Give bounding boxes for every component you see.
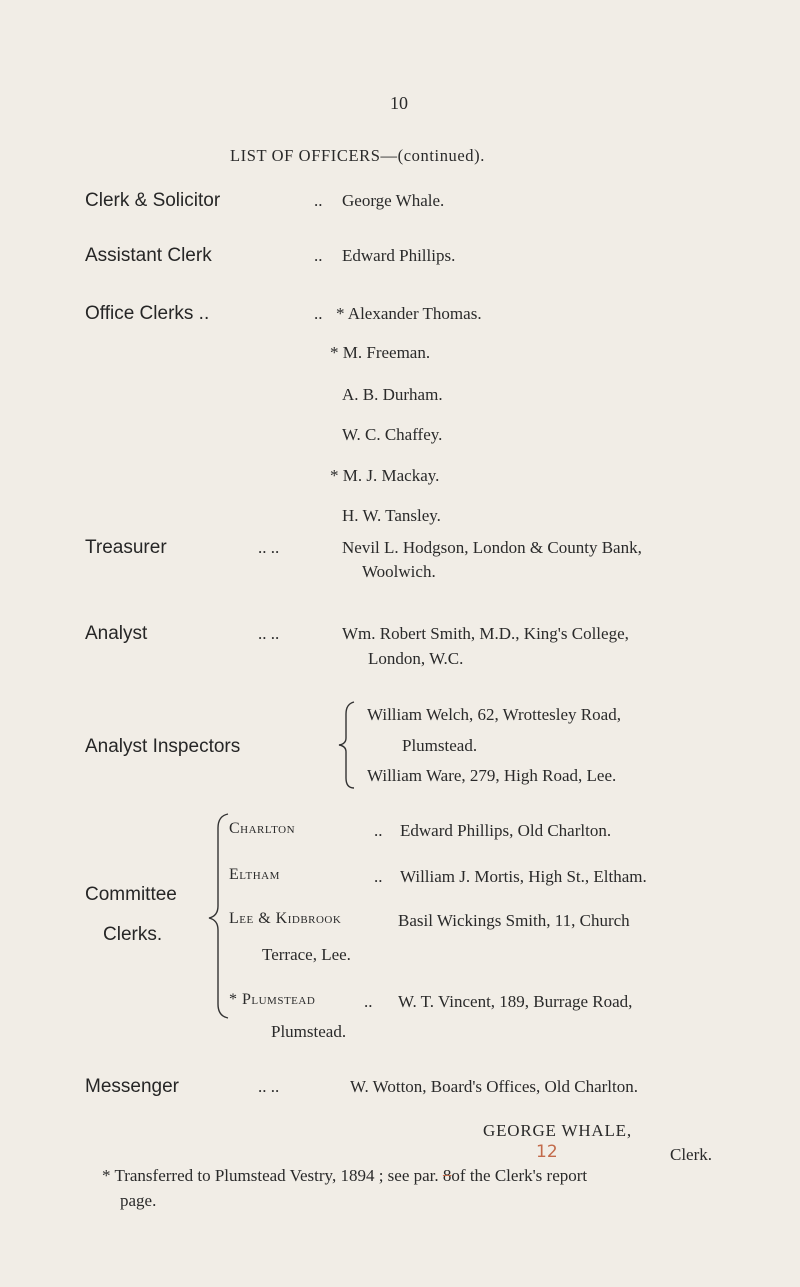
district-label: Charlton	[229, 820, 296, 837]
handwritten-correction: 12	[536, 1142, 558, 1162]
committee-clerk-name: Basil Wickings Smith, 11, Church	[398, 911, 630, 930]
committee-clerk-name: Edward Phillips, Old Charlton.	[400, 821, 612, 840]
officer-name: Nevil L. Hodgson, London & County Bank,	[342, 538, 642, 557]
leader-dots: ..	[314, 246, 323, 265]
committee-clerk-name: W. T. Vincent, 189, Burrage Road,	[398, 992, 633, 1011]
signature-name: GEORGE WHALE,	[483, 1121, 632, 1140]
role-label: Office Clerks ..	[85, 303, 210, 324]
footnote-text	[102, 1166, 587, 1186]
committee-clerk-name-continued: Plumstead.	[271, 1022, 347, 1041]
district-label: * Plumstead	[229, 991, 316, 1008]
footnote-text-start: * Transferred to Plumstead Vestry, 1894 ; see par.	[102, 1166, 439, 1185]
officer-name-continued: Woolwich.	[362, 562, 436, 581]
officer-name: George Whale.	[342, 191, 445, 210]
inspector-name: William Welch, 62, Wrottesley Road,	[367, 705, 621, 724]
leader-dots: ..	[364, 992, 373, 1011]
leader-dots: .. ..	[258, 1077, 280, 1096]
leader-dots: ..	[374, 821, 383, 840]
leader-dots: .. ..	[258, 538, 280, 557]
role-label: Treasurer	[85, 537, 167, 558]
officer-name: * Alexander Thomas.	[336, 304, 482, 323]
officer-name: A. B. Durham.	[342, 385, 443, 404]
officer-name: Edward Phillips.	[342, 246, 456, 265]
signature-title: Clerk.	[670, 1145, 713, 1164]
officer-name: * M. J. Mackay.	[330, 466, 440, 485]
officer-name: Wm. Robert Smith, M.D., King's College,	[342, 624, 629, 643]
district-label: Eltham	[229, 866, 280, 883]
footnote-text-continued: page.	[120, 1191, 157, 1210]
role-label: Messenger	[85, 1076, 179, 1097]
role-label: Assistant Clerk	[85, 245, 212, 266]
struck-paragraph-number: 8	[442, 1166, 452, 1185]
district-label: Lee & Kidbrook	[229, 910, 342, 927]
inspector-name: William Ware, 279, High Road, Lee.	[367, 766, 617, 785]
leader-dots: ..	[314, 304, 323, 323]
role-label: Clerk & Solicitor	[85, 190, 221, 211]
role-label: Analyst Inspectors	[85, 736, 241, 757]
footnote-text-end: of the Clerk's report	[451, 1166, 588, 1185]
role-label: Analyst	[85, 623, 148, 644]
page-heading: LIST OF OFFICERS—(continued).	[230, 146, 485, 165]
officer-name: W. Wotton, Board's Offices, Old Charlton.	[350, 1077, 638, 1096]
page-number: 10	[390, 93, 408, 113]
officer-name: * M. Freeman.	[330, 343, 431, 362]
officer-name: W. C. Chaffey.	[342, 425, 443, 444]
role-label: Committee	[85, 884, 177, 905]
leader-dots: ..	[374, 867, 383, 886]
committee-clerk-name: William J. Mortis, High St., Eltham.	[400, 867, 647, 886]
role-label-continued: Clerks.	[103, 924, 163, 945]
officer-name-continued: London, W.C.	[368, 649, 464, 668]
leader-dots: ..	[314, 191, 323, 210]
leader-dots: .. ..	[258, 624, 280, 643]
officer-name: H. W. Tansley.	[342, 506, 441, 525]
committee-clerk-name-continued: Terrace, Lee.	[262, 945, 351, 964]
curly-brace	[336, 700, 358, 790]
inspector-name-continued: Plumstead.	[402, 736, 478, 755]
